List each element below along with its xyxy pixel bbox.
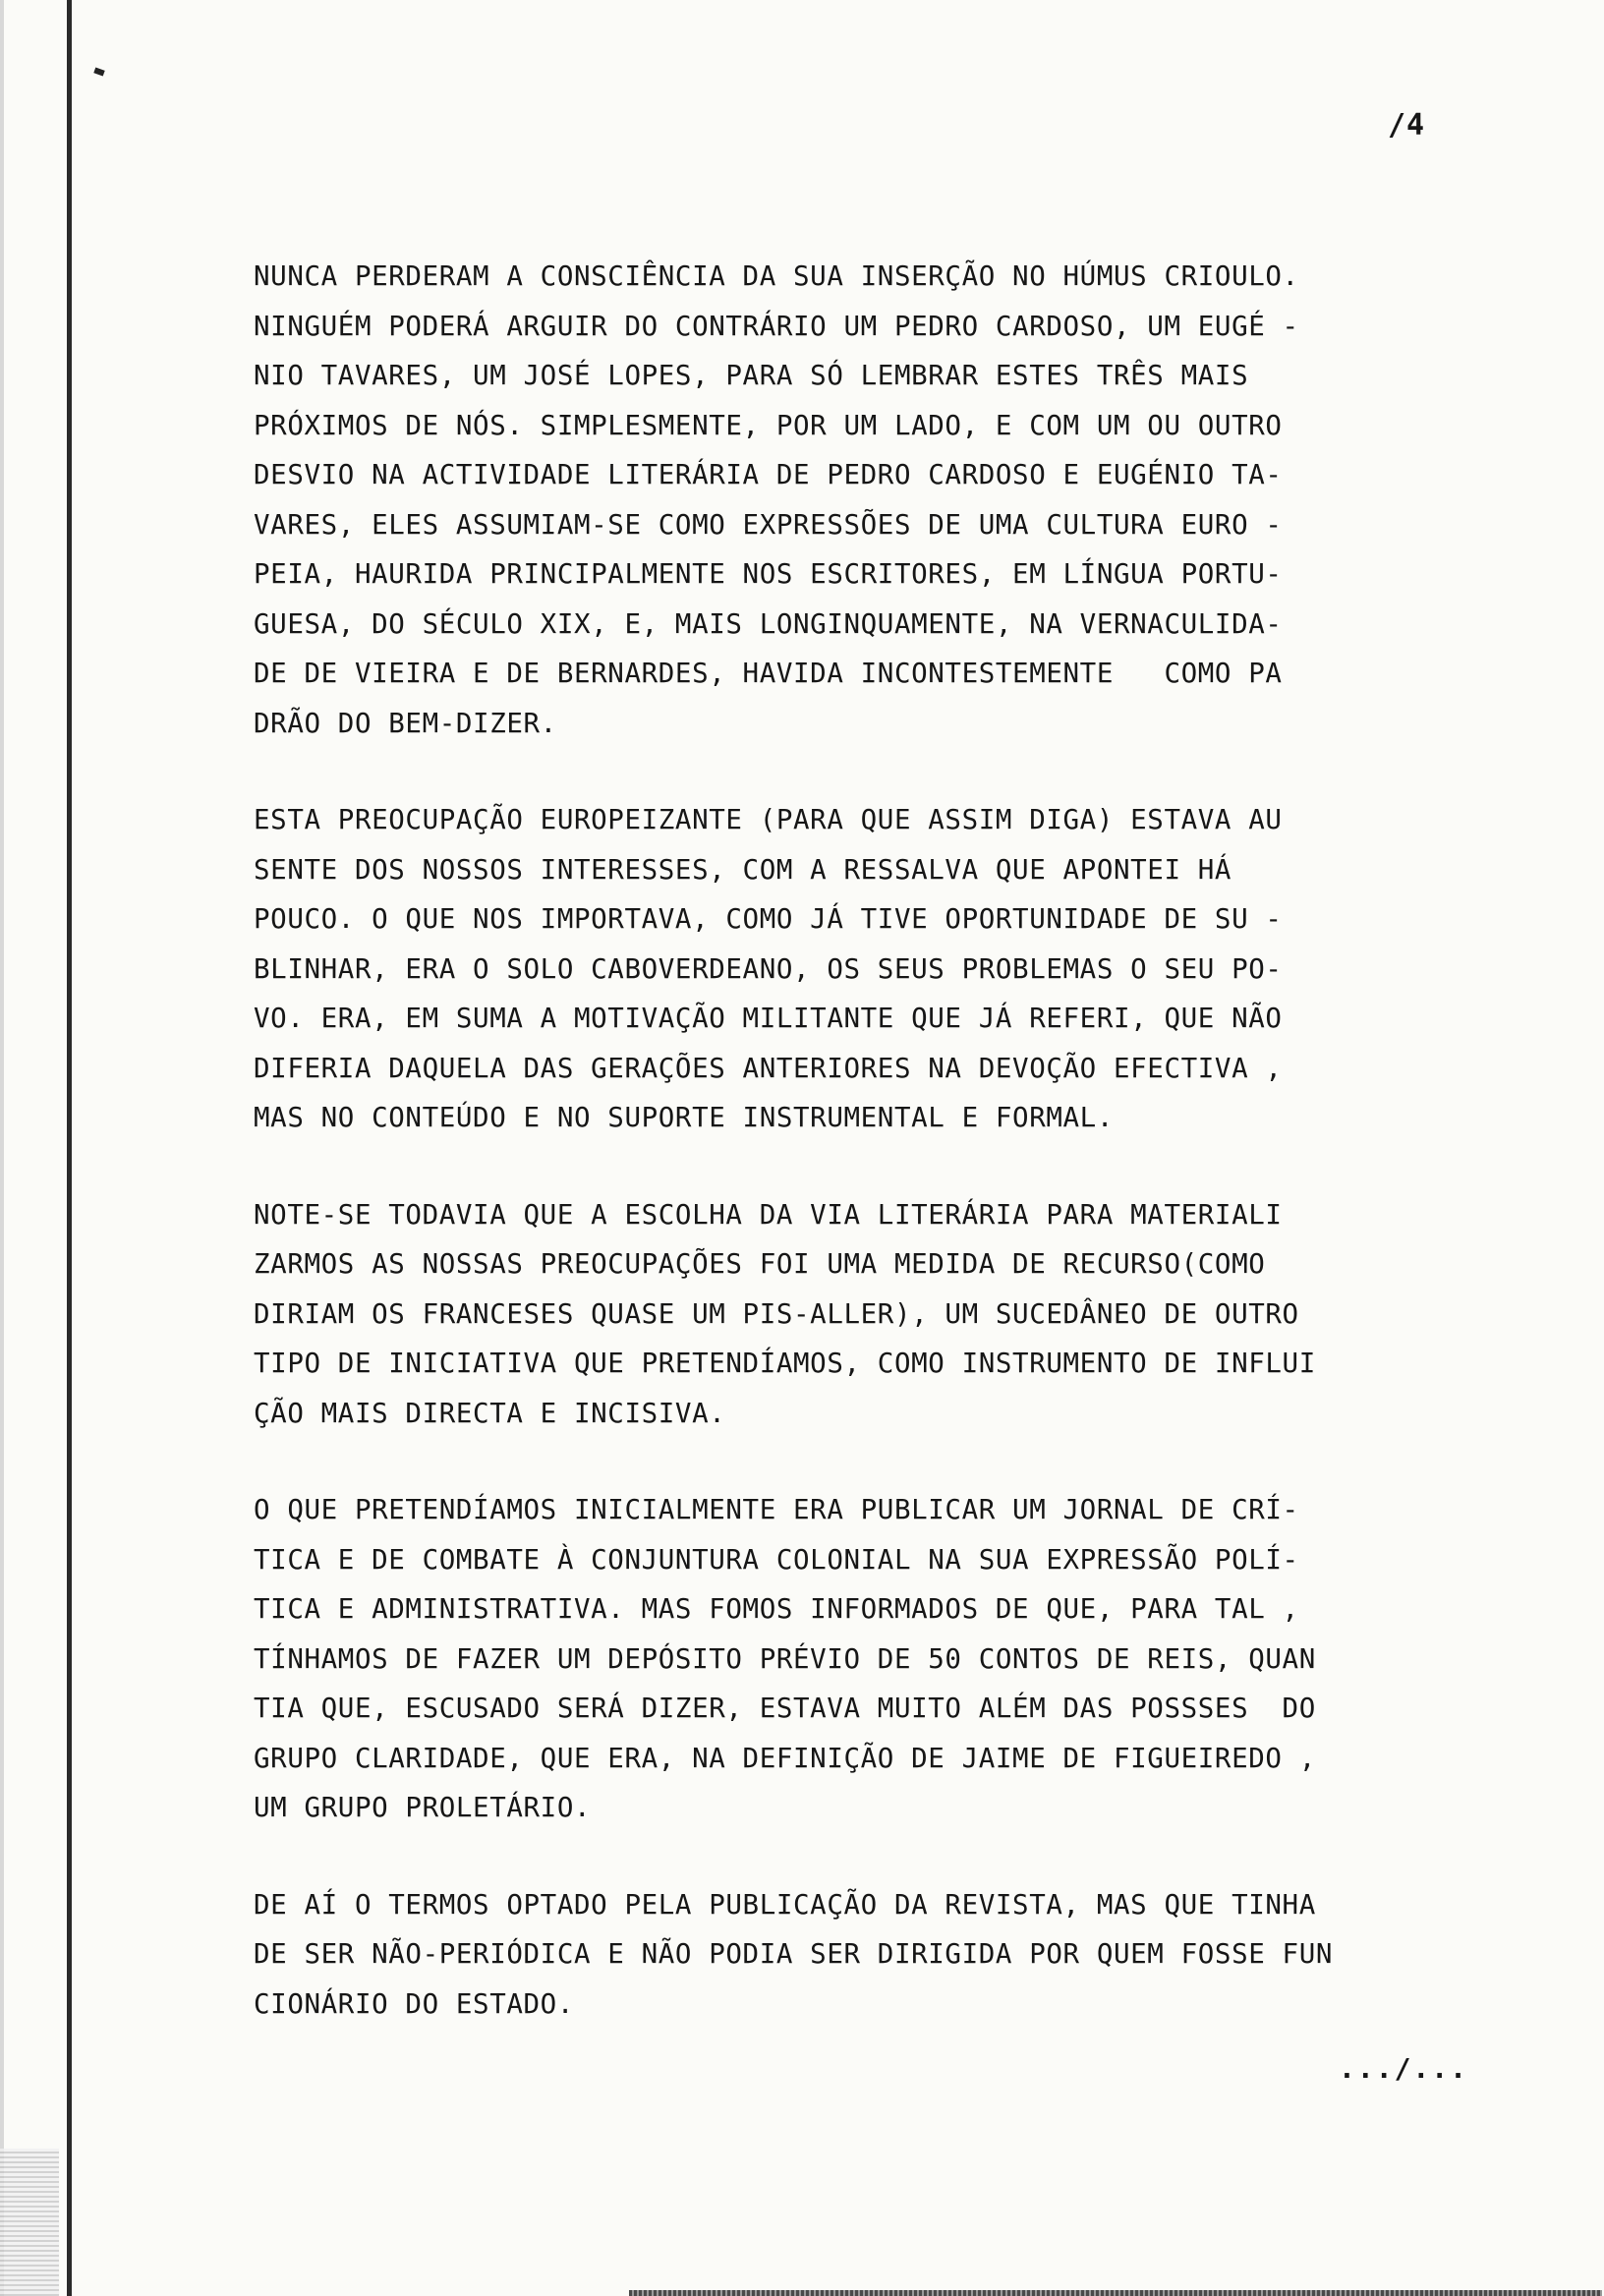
scan-edge-bottom	[629, 2290, 1602, 2296]
paragraph-2	[254, 795, 1531, 1143]
text-line: NUNCA PERDERAM A CONSCIÊNCIA DA SUA INSERÇÃO NO HÚMUS CRIOULO.	[254, 260, 1299, 292]
text-line: DRÃO DO BEM-DIZER.	[254, 707, 557, 739]
text-line: DE DE VIEIRA E DE BERNARDES, HAVIDA INCONTESTEMENTE COMO PA	[254, 658, 1283, 689]
text-line: PRÓXIMOS DE NÓS. SIMPLESMENTE, POR UM LADO, E COM UM OU OUTRO	[254, 409, 1283, 441]
text-line: CIONÁRIO DO ESTADO.	[254, 1987, 574, 2020]
binding-line	[67, 0, 72, 2296]
text-line: DIFERIA DAQUELA DAS GERAÇÕES ANTERIORES NA DEVOÇÃO EFECTIVA ,	[254, 1052, 1283, 1084]
text-line: UM GRUPO PROLETÁRIO.	[254, 1792, 592, 1823]
text-line: MAS NO CONTEÚDO E NO SUPORTE INSTRUMENTAL E FORMAL.	[254, 1102, 1114, 1133]
text-line: PEIA, HAURIDA PRINCIPALMENTE NOS ESCRITORES, EM LÍNGUA PORTU-	[254, 558, 1283, 590]
paragraph-1	[254, 252, 1531, 748]
document-body	[254, 252, 1531, 2076]
scan-edge-left	[0, 0, 4, 2296]
text-line: DE AÍ O TERMOS OPTADO PELA PUBLICAÇÃO DA REVISTA, MAS QUE TINHA	[254, 1888, 1316, 1921]
text-line: ZARMOS AS NOSSAS PREOCUPAÇÕES FOI UMA MEDIDA DE RECURSO(COMO	[254, 1248, 1266, 1280]
text-line: TICA E ADMINISTRATIVA. MAS FOMOS INFORMADOS DE QUE, PARA TAL ,	[254, 1593, 1299, 1625]
text-line: NINGUÉM PODERÁ ARGUIR DO CONTRÁRIO UM PEDRO CARDOSO, UM EUGÉ -	[254, 310, 1299, 342]
text-line: ÇÃO MAIS DIRECTA E INCISIVA.	[254, 1397, 726, 1429]
text-line: NIO TAVARES, UM JOSÉ LOPES, PARA SÓ LEMBRAR ESTES TRÊS MAIS	[254, 360, 1249, 391]
text-line: TICA E DE COMBATE À CONJUNTURA COLONIAL NA SUA EXPRESSÃO POLÍ-	[254, 1543, 1299, 1576]
text-line: GRUPO CLARIDADE, QUE ERA, NA DEFINIÇÃO DE JAIME DE FIGUEIREDO ,	[254, 1742, 1316, 1774]
text-line: VO. ERA, EM SUMA A MOTIVAÇÃO MILITANTE QUE JÁ REFERI, QUE NÃO	[254, 1003, 1283, 1034]
text-line: GUESA, DO SÉCULO XIX, E, MAIS LONGINQUAMENTE, NA VERNACULIDA-	[254, 607, 1283, 640]
text-line: NOTE-SE TODAVIA QUE A ESCOLHA DA VIA LITERÁRIA PARA MATERIALI	[254, 1198, 1283, 1231]
text-line: TIPO DE INICIATIVA QUE PRETENDÍAMOS, COMO INSTRUMENTO DE INFLUI	[254, 1348, 1316, 1379]
text-line: DE SER NÃO-PERIÓDICA E NÃO PODIA SER DIRIGIDA POR QUEM FOSSE FUN	[254, 1938, 1334, 1970]
text-line: VARES, ELES ASSUMIAM-SE COMO EXPRESSÕES DE UMA CULTURA EURO -	[254, 508, 1283, 541]
text-line: BLINHAR, ERA O SOLO CABOVERDEANO, OS SEUS PROBLEMAS O SEU PO-	[254, 952, 1283, 985]
page-number: /4	[1388, 108, 1426, 143]
text-line: SENTE DOS NOSSOS INTERESSES, COM A RESSALVA QUE APONTEI HÁ	[254, 853, 1232, 886]
text-line: TÍNHAMOS DE FAZER UM DEPÓSITO PRÉVIO DE 50 CONTOS DE REIS, QUAN	[254, 1642, 1316, 1675]
scan-noise	[0, 2149, 59, 2296]
text-line: O QUE PRETENDÍAMOS INICIALMENTE ERA PUBLICAR UM JORNAL DE CRÍ-	[254, 1494, 1299, 1525]
scan-speck	[93, 67, 104, 76]
text-line: ESTA PREOCUPAÇÃO EUROPEIZANTE (PARA QUE ASSIM DIGA) ESTAVA AU	[254, 804, 1283, 835]
paragraph-3	[254, 1190, 1531, 1439]
text-line: POUCO. O QUE NOS IMPORTAVA, COMO JÁ TIVE OPORTUNIDADE DE SU -	[254, 903, 1283, 935]
text-line: DIRIAM OS FRANCESES QUASE UM PIS-ALLER), UM SUCEDÂNEO DE OUTRO	[254, 1297, 1299, 1330]
paragraph-4	[254, 1485, 1531, 1833]
paragraph-5	[254, 1880, 1531, 2030]
text-line: TIA QUE, ESCUSADO SERÁ DIZER, ESTAVA MUITO ALÉM DAS POSSSES DO	[254, 1693, 1316, 1724]
text-line: DESVIO NA ACTIVIDADE LITERÁRIA DE PEDRO CARDOSO E EUGÉNIO TA-	[254, 459, 1283, 490]
continuation-marker: .../...	[1339, 2052, 1469, 2085]
